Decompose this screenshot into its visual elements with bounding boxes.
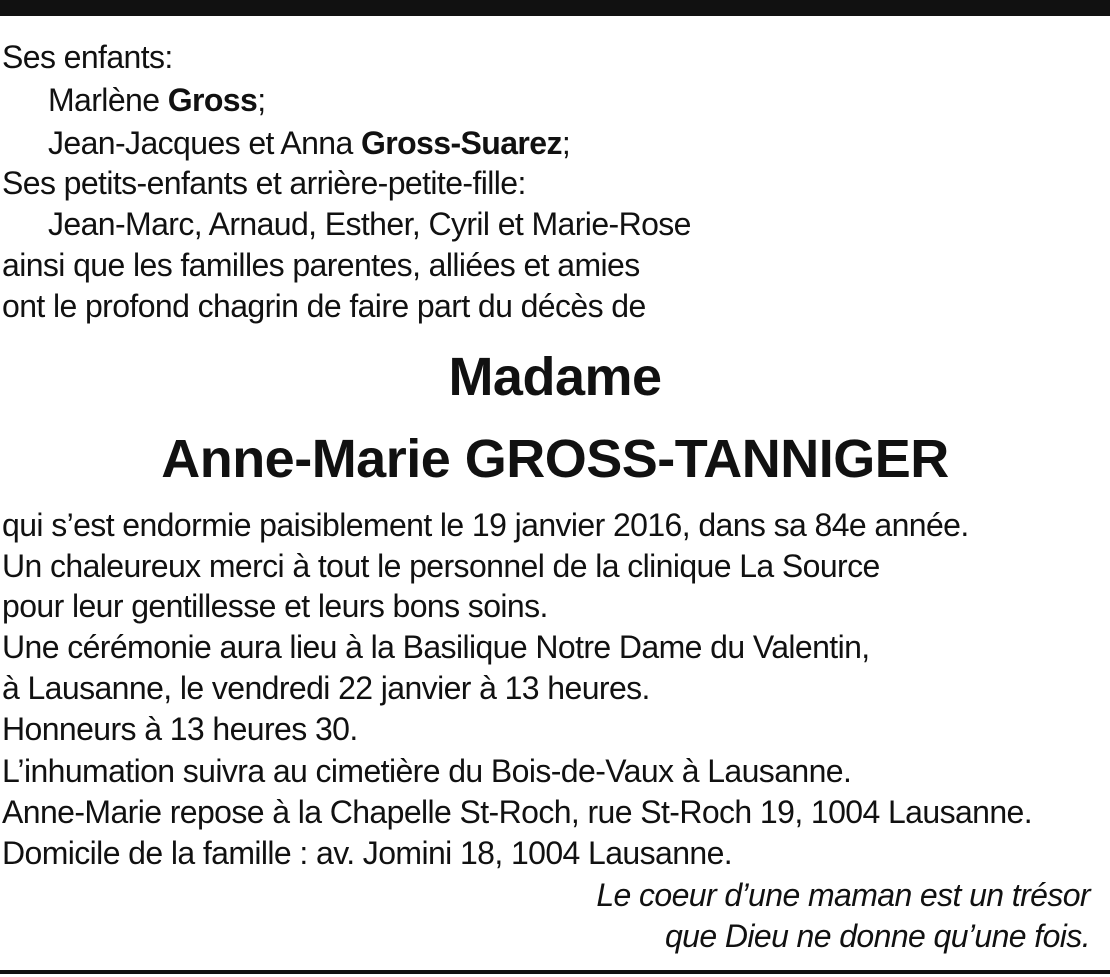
quote-line-1: Le coeur d’une maman est un trésor (596, 877, 1090, 913)
detail-line: pour leur gentillesse et leurs bons soins. (2, 588, 548, 624)
top-rule (0, 0, 1110, 16)
deceased-name: Anne-Marie GROSS-TANNIGER (161, 429, 949, 489)
children-intro: Ses enfants: (2, 39, 173, 75)
detail-line: L’inhumation suivra au cimetière du Bois-de-Vaux à Lausanne. (2, 753, 852, 789)
child-2 (48, 124, 570, 162)
detail-line: Un chaleureux merci à tout le personnel de la clinique La Source (2, 548, 880, 584)
child-2-punctuation: ; (561, 125, 571, 161)
detail-line: Honneurs à 13 heures 30. (2, 711, 358, 747)
child-2-first-names: Jean-Jacques et Anna (48, 125, 361, 161)
announcement-line: ont le profond chagrin de faire part du décès de (2, 288, 646, 324)
grandchildren-names: Jean-Marc, Arnaud, Esther, Cyril et Marie-Rose (48, 206, 691, 242)
child-1-last-name: Gross (167, 82, 258, 118)
quote-line-2: que Dieu ne donne qu’une fois. (664, 918, 1090, 954)
detail-line: qui s’est endormie paisiblement le 19 janvier 2016, dans sa 84e année. (2, 507, 969, 543)
relatives-line: ainsi que les familles parentes, alliées et amies (2, 247, 640, 283)
child-2-last-name: Gross-Suarez (360, 125, 562, 161)
child-1-first-name: Marlène (48, 82, 168, 118)
child-1-punctuation: ; (257, 82, 266, 118)
detail-line: Anne-Marie repose à la Chapelle St-Roch, rue St-Roch 19, 1004 Lausanne. (2, 794, 1033, 830)
grandchildren-intro: Ses petits-enfants et arrière-petite-fille: (2, 165, 526, 201)
deceased-title: Madame (448, 347, 662, 407)
detail-line: Domicile de la famille : av. Jomini 18, 1004 Lausanne. (2, 835, 733, 871)
detail-line: Une cérémonie aura lieu à la Basilique Notre Dame du Valentin, (2, 629, 870, 665)
detail-line: à Lausanne, le vendredi 22 janvier à 13 heures. (2, 670, 650, 706)
child-1 (48, 81, 266, 119)
bottom-rule (0, 970, 1110, 974)
